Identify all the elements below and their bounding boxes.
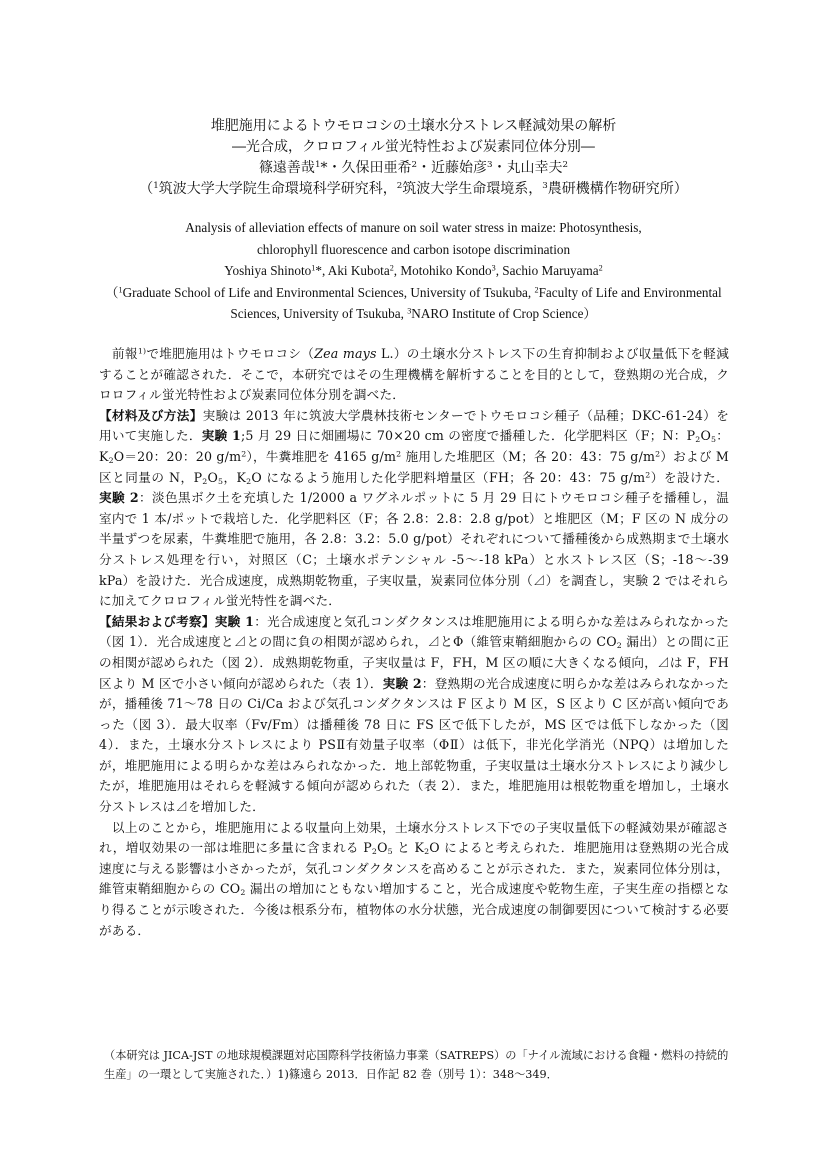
aff-ja-3: 農研機構作物研究所） bbox=[547, 181, 688, 197]
methods-text: ）を設けた． bbox=[650, 469, 730, 485]
results-exp2-label: 実験 2 bbox=[382, 675, 422, 691]
author-ja-2: 久保田亜希 bbox=[341, 160, 412, 176]
methods-text: ，K bbox=[223, 469, 247, 485]
title-en bbox=[90, 217, 737, 325]
author-ja-1-aff: 1 bbox=[314, 160, 321, 171]
methods-text: ：K bbox=[99, 428, 730, 464]
author-en-2-aff: 2 bbox=[389, 263, 394, 273]
aff-en-2-num: 2 bbox=[534, 285, 539, 294]
subscript: 2 bbox=[424, 847, 430, 857]
authors-ja bbox=[0, 158, 827, 178]
author-en-3: , Motohiko Kondo bbox=[393, 263, 492, 278]
conclusion-text: と K bbox=[392, 840, 425, 856]
author-ja-sep: ・ bbox=[327, 160, 342, 176]
author-ja-1-star: * bbox=[320, 160, 328, 176]
methods-text: ），牛糞堆肥を 4165 g/m bbox=[246, 448, 397, 464]
intro-paragraph bbox=[99, 344, 729, 406]
aff-en-3: NARO Institute of Crop Science） bbox=[411, 306, 597, 321]
results-exp1-label: 実験 1 bbox=[214, 613, 255, 629]
aff-ja-2: 筑波大学生命環境系， bbox=[402, 181, 543, 197]
intro-text-1: 前報 bbox=[112, 346, 138, 361]
conclusion-text: 以上のことから，堆肥施用による収量向上効果，土壌水分ストレス下での子実収量低下の軽減効果が確認され，増収効果の一部は堆肥に多量に含まれる P bbox=[99, 819, 729, 856]
methods-text: O bbox=[700, 428, 711, 444]
author-en-1-aff: 1 bbox=[311, 263, 316, 273]
aff-ja-open: （ bbox=[139, 181, 154, 197]
results-heading: 【結果および考察】 bbox=[99, 613, 215, 629]
subscript: 5 bbox=[387, 847, 393, 857]
author-ja-sep: ・ bbox=[417, 160, 431, 176]
methods-text: O bbox=[207, 469, 218, 485]
aff-en-1-num: 1 bbox=[118, 285, 123, 294]
author-en-1: Yoshiya Shinoto bbox=[224, 263, 312, 278]
superscript: 2 bbox=[396, 449, 402, 459]
methods-text: ）および M 区と同量の N，P bbox=[99, 448, 729, 485]
aff-en-2: Faculty of Life and Environmental Sciences, University of Tsukuba, bbox=[230, 284, 722, 321]
aff-en-3-num: 3 bbox=[407, 306, 412, 316]
conclusion-text: 漏出の増加にともない増加すること，光合成速度や乾物生産，子実生産の指標となり得ることが示唆された．今後は根系分布，植物体の水分状態，光合成速度の制御要因について検討する必要がある． bbox=[99, 881, 729, 938]
methods-text: O＝20：20：20 g/m bbox=[113, 448, 242, 464]
author-en-1-star: * bbox=[315, 263, 322, 278]
methods-text: 実験は 2013 年に筑波大学農林技術センターでトウモロコシ種子（品種；DKC-61-24）を用いて実施した． bbox=[99, 407, 729, 444]
author-ja-2-aff: 2 bbox=[411, 160, 417, 171]
methods-text: ：淡色黒ボク土を充填した 1/2000 a ワグネルポットに 5 月 29 日にトウモロコシ種子を播種し，温室内で 1 本/ポットで栽培した．化学肥料区（F；各 2.8：2.8：2.8 g/pot）と堆肥区（M；F 区の N 成分の半量ずつを尿素，牛糞堆肥で施用，各 2.8：3.2：5.0 g/pot）それぞれについて播種後から成熟期まで土壌水分ストレス処理を行い，対照区（C；土壌水ポテンシャル -5～-18 kPa）と水ストレス区（S；-18～-39 kPa）を設けた．光合成速度，成熟期乾物重，子実収量，炭素同位体分別（⊿）を調査し，実験 2 ではそれらに加えてクロロフィル蛍光特性を調べた． bbox=[99, 490, 729, 609]
species-name: Zea mays bbox=[314, 346, 377, 361]
footnote: （本研究は JICA-JST の地球規模課題対応国際科学技術協力事業（SATREPS）の「ナイル流域における食糧・燃料の持続的生産」の一環として実施された．）1)篠遠ら 2013．日作記 82 巻（別号 1）：348～349． bbox=[104, 1049, 729, 1081]
methods-exp1-label: 実験 1 bbox=[201, 428, 241, 444]
methods-heading: 【材料及び方法】 bbox=[99, 407, 203, 423]
methods-exp2-label: 実験 2 bbox=[99, 490, 139, 506]
subscript: 2 bbox=[371, 847, 378, 857]
results-text: ：登熟期の光合成速度に明らかな差はみられなかったが，播種後 71～78 日の Ci/Ca および気孔コンダクタンスは F 区より M 区，S 区より C 区が高い傾向であった（図 3）．最大収率（Fv/Fm）は播種後 78 日に FS 区で低下したが，MS 区では低下しなかった（図 4）．また，土壌水分ストレスにより PSⅡ有効量子収率（ΦⅡ）は低下，非光化学消光（NPQ）は増加したが，堆肥施用による明らかな差はみられなかった．地上部乾物重，子実収量は土壌水分ストレスにより減少したが，堆肥施用はそれらを軽減する傾向が認められた（表 2）．また，堆肥施用は根乾物重を増加し，土壌水分ストレスは⊿を増加した． bbox=[99, 675, 729, 815]
author-en-2: , Aki Kubota bbox=[321, 263, 390, 278]
subscript: 2 bbox=[108, 455, 114, 465]
title-en-line1: Analysis of alleviation effects of manure on soil water stress in maize: Photosynthesis, bbox=[185, 220, 642, 235]
conclusion-text: O によると考えられた．堆肥施用は登熟期の光合成速度に与える影響は小さかったが，気孔コンダクタンスを高めることが示された．また，炭素同位体分別は，維管束鞘細胞からの CO bbox=[99, 840, 729, 897]
aff-en-1: Graduate School of Life and Environmental Sciences, University of Tsukuba, bbox=[122, 284, 535, 300]
subscript: 5 bbox=[711, 435, 717, 445]
subscript: 5 bbox=[217, 476, 224, 486]
methods-text: O になるよう施用した化学肥料増量区（FH；各 20：43：75 g/m bbox=[251, 469, 646, 485]
aff-ja-3-num: 3 bbox=[542, 181, 548, 192]
aff-ja-1: 筑波大学大学院生命環境科学研究科， bbox=[158, 181, 397, 197]
subscript: 2 bbox=[202, 476, 208, 486]
author-en-4-aff: 2 bbox=[598, 263, 603, 273]
authors-en bbox=[90, 260, 737, 282]
author-ja-3-aff: 3 bbox=[487, 160, 493, 171]
subscript: 2 bbox=[616, 641, 622, 651]
conclusion-text: O bbox=[377, 840, 388, 856]
results-paragraph bbox=[99, 612, 729, 818]
results-text: 漏出）との間に正の相関が認められた（図 2）．成熟期乾物重，子実収量は F，FH，M 区の順に大きくなる傾向，⊿は F，FH 区より M 区で小さい傾向が認められた（表 1）． bbox=[99, 634, 729, 691]
intro-ref: 1) bbox=[137, 346, 147, 356]
results-text: ：光合成速度と気孔コンダクタンスは堆肥施用による明らかな差はみられなかった（図 1）．光合成速度と⊿との間に負の相関が認められ，⊿とΦ（維管束鞘細胞からの CO bbox=[99, 613, 729, 650]
superscript: 2 bbox=[241, 449, 247, 459]
title-ja-line1: 堆肥施用によるトウモロコシの土壌水分ストレス軽減効果の解析 bbox=[210, 118, 617, 134]
methods-paragraph bbox=[99, 406, 729, 612]
affiliations-ja bbox=[0, 179, 827, 199]
methods-text: 施用した堆肥区（M；各 20：43：75 g/m bbox=[401, 448, 656, 464]
aff-ja-2-num: 2 bbox=[396, 181, 403, 192]
title-en-line2: chlorophyll fluorescence and carbon isotope discrimination bbox=[256, 241, 571, 257]
affiliations-en bbox=[90, 282, 737, 325]
author-en-3-aff: 3 bbox=[491, 263, 496, 273]
methods-text: ;5 月 29 日に畑圃場に 70×20 cm の密度で播種した．化学肥料区（F；N：P bbox=[240, 428, 696, 444]
conclusion-paragraph bbox=[99, 818, 729, 942]
title-ja-line2: ―光合成，クロロフィル蛍光特性および炭素同位体分別― bbox=[232, 139, 595, 155]
author-en-4: , Sachio Maruyama bbox=[495, 263, 599, 278]
body-text bbox=[99, 344, 729, 941]
subscript: 2 bbox=[240, 888, 246, 898]
author-ja-1: 篠遠善哉 bbox=[258, 160, 315, 176]
superscript: 2 bbox=[655, 449, 661, 459]
intro-text-2: で堆肥施用はトウモロコシ（ bbox=[146, 346, 315, 361]
aff-ja-1-num: 1 bbox=[153, 181, 159, 192]
author-ja-3: 近藤始彦 bbox=[431, 160, 487, 176]
subscript: 2 bbox=[695, 435, 701, 445]
author-ja-4: 丸山幸夫 bbox=[506, 160, 563, 176]
intro-text-3: L.）の土壌水分ストレス下の生育抑制および収量低下を軽減することが確認された．そこで，本研究ではその生理機構を解析することを目的として，登熟期の光合成，クロロフィル蛍光特性および炭素同位体分別を調べた． bbox=[99, 346, 730, 403]
author-ja-sep: ・ bbox=[492, 160, 507, 176]
author-ja-4-aff: 2 bbox=[562, 160, 569, 171]
superscript: 2 bbox=[645, 470, 651, 480]
subscript: 2 bbox=[246, 476, 252, 486]
aff-en-open: （ bbox=[105, 284, 119, 300]
